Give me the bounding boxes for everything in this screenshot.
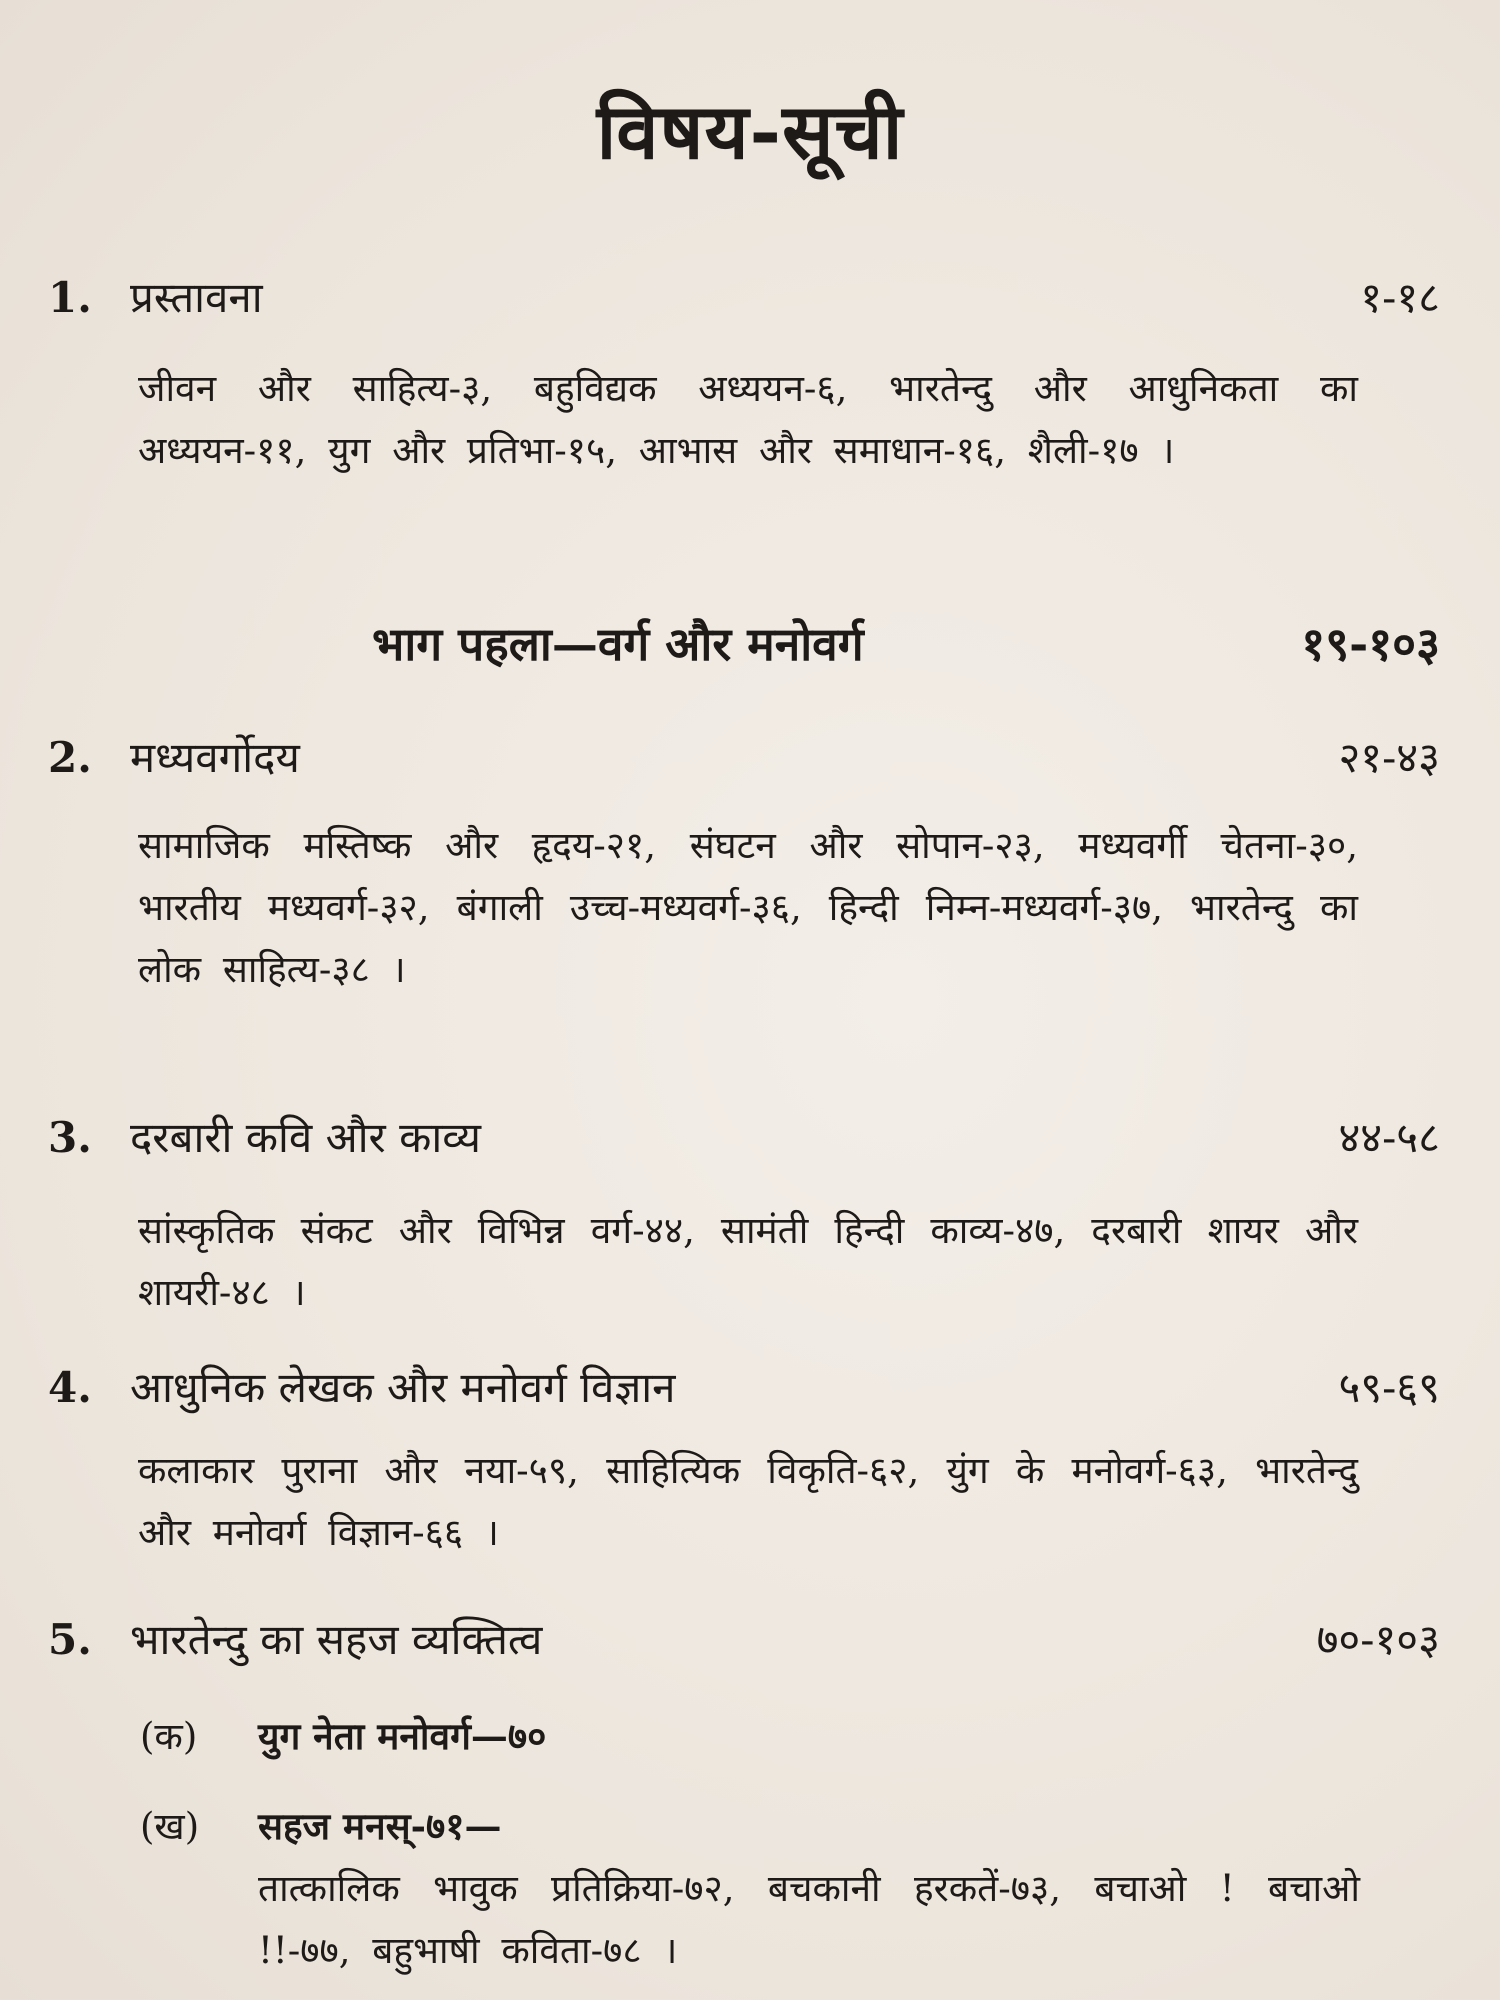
- subentry-heading: सहज मनस्-७१—: [258, 1804, 502, 1848]
- entry-number: 4.: [48, 1363, 92, 1412]
- subentry-marker: (ख): [140, 1805, 200, 1848]
- toc-entry-2: [48, 728, 1440, 785]
- entry-pages: ५९-६९: [1338, 1363, 1440, 1412]
- entry-description-3: सांस्कृतिक संकट और विभिन्न वर्ग-४४, सामंती हिन्दी काव्य-४७, दरबारी शायर और शायरी-४८ ।: [138, 1209, 1358, 1314]
- part-heading: [372, 612, 1440, 674]
- entry-pages: २१-४३: [1338, 733, 1440, 782]
- entry-title: आधुनिक लेखक और मनोवर्ग विज्ञान: [130, 1363, 676, 1412]
- subentry-ka: [140, 1705, 1360, 1768]
- subentry-kha: [140, 1795, 1360, 1982]
- subentry-marker: (क): [140, 1715, 198, 1758]
- toc-entry-5: [48, 1610, 1440, 1667]
- toc-entry-3: [48, 1108, 1440, 1165]
- toc-entry-1: [48, 268, 1440, 325]
- entry-title: मध्यवर्गोदय: [130, 733, 300, 782]
- toc-entry-4: [48, 1358, 1440, 1415]
- entry-title: भारतेन्दु का सहज व्यक्तित्व: [130, 1615, 543, 1664]
- subentry-heading: युग नेता मनोवर्ग—७०: [258, 1714, 547, 1758]
- entry-pages: ४४-५८: [1338, 1113, 1440, 1162]
- entry-number: 3.: [48, 1113, 92, 1162]
- entry-description-4: कलाकार पुराना और नया-५९, साहित्यिक विकृति-६२, युंग के मनोवर्ग-६३, भारतेन्दु और मनोवर्ग विज्ञान-६६ ।: [138, 1449, 1358, 1554]
- entry-title: दरबारी कवि और काव्य: [130, 1113, 481, 1162]
- entry-description-2: सामाजिक मस्तिष्क और हृदय-२१, संघटन और सोपान-२३, मध्यवर्गी चेतना-३०, भारतीय मध्यवर्ग-३२, बंगाली उच्च-मध्यवर्ग-३६, हिन्दी निम्न-मध्यवर्ग-३७, भारतेन्दु का लोक साहित्य-३८ ।: [138, 824, 1358, 991]
- entry-pages: ७०-१०३: [1316, 1615, 1440, 1664]
- part-title: भाग पहला—वर्ग और मनोवर्ग: [372, 617, 864, 671]
- entry-number: 1.: [48, 273, 92, 322]
- part-pages: १९-१०३: [1301, 617, 1440, 671]
- subentry-text: तात्कालिक भावुक प्रतिक्रिया-७२, बचकानी हरकतें-७३, बचाओ ! बचाओ !!-७७, बहुभाषी कविता-७८ ।: [258, 1867, 1360, 1972]
- entry-pages: १-१८: [1360, 273, 1440, 322]
- entry-number: 2.: [48, 733, 92, 782]
- entry-number: 5.: [48, 1615, 92, 1664]
- entry-description-1: जीवन और साहित्य-३, बहुविद्यक अध्ययन-६, भारतेन्दु और आधुनिकता का अध्ययन-११, युग और प्रतिभा-१५, आभास और समाधान-१६, शैली-१७ ।: [138, 367, 1358, 472]
- page-title: विषय-सूची: [596, 87, 904, 176]
- entry-title: प्रस्तावना: [130, 273, 263, 322]
